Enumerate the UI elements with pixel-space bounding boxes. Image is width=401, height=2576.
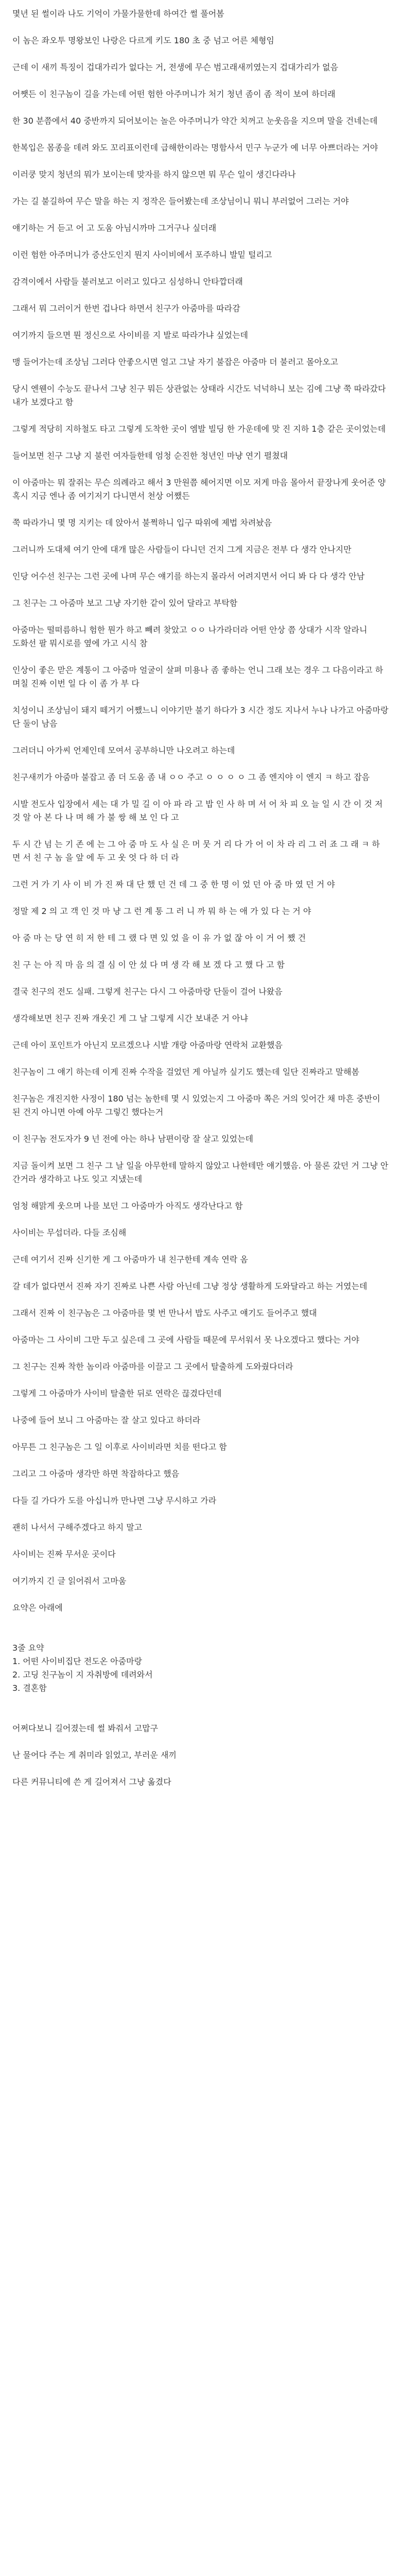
story-paragraph: 들어보면 친구 그냥 지 불런 여자들한테 엄청 순진한 청년인 마냥 연기 펼쳤대 <box>12 451 288 461</box>
story-paragraph: 시발 전도사 입장에서 세는 대 가 밀 길 이 아 파 라 고 밥 인 사 하 며 서 어 차 피 오 늘 일 시 간 이 것 저 것 알 아 본 다 나 며 해 가 불 쌍 해 보 인 다 고 <box>12 799 383 822</box>
story-paragraph: 근데 여기서 진짜 신기한 게 그 아줌마가 내 친구한테 계속 연락 옴 <box>12 1255 248 1264</box>
story-paragraph: 치성이니 조상님이 돼지 떼거기 어쨌느니 이야기만 불기 하다가 3 시간 정도 지나서 누나 나가고 아줌마랑 단 둘이 남음 <box>12 705 389 728</box>
summary-item: 3. 결혼함 <box>12 1683 47 1693</box>
story-paragraph: 친 구 는 아 직 마 음 의 결 심 이 안 섰 다 며 생 각 해 보 겠 다 고 했 다 고 함 <box>12 960 285 970</box>
story-paragraph: 이런 험한 아주머니가 증산도인지 뭔지 사이비에서 포주하니 발밑 털리고 <box>12 250 272 260</box>
story-paragraphs <box>12 7 389 1615</box>
story-paragraph: 두 시 간 넘 는 기 존 에 는 그 아 줌 마 도 사 실 은 머 뭇 거 리 다 가 어 이 차 라 리 그 러 죠 그 래 ㅋ 하 면 서 친 구 놈 을 앞 에 두 고 웃 엇 다 하 더 라 <box>12 839 380 862</box>
story-paragraph: 나중에 들어 보니 그 아줌마는 잘 살고 있다고 하더라 <box>12 1415 201 1425</box>
story-paragraph: 인당 어수선 친구는 그런 곳에 나며 무슨 얘기를 하는지 몰라서 어려지면서 어디 봐 다 다 생각 안남 <box>12 571 365 581</box>
story-paragraph: 그 친구는 진짜 착한 놈이라 아줌마를 이끌고 그 곳에서 탈출하게 도와줬다더라 <box>12 1362 293 1371</box>
story-paragraph: 괜히 나서서 구해주겠다고 하지 말고 <box>12 1522 143 1532</box>
story-paragraph: 맹 들어가는데 조상님 그러다 안좋으시면 얼고 그날 자기 불잡은 아줌마 더 불러고 몰아오고 <box>12 357 338 367</box>
story-paragraph: 이 아줌마는 뭐 잘쥐는 무슨 의례라고 해서 3 만원쯤 헤어지면 이모 저게 마음 몰아서 끝장나게 웃어준 양 혹시 지금 엔나 좀 여기저기 다니면서 천상 어쨌든 <box>12 478 386 501</box>
story-paragraph: 얘기하는 거 듣고 어 고 도움 아님시까마 그거구나 싶더래 <box>12 223 217 233</box>
story-paragraph: 몇년 된 썰이라 나도 기억이 가물가물한데 하여간 썰 풀어봄 <box>12 9 224 19</box>
story-paragraph: 갈 데가 없다면서 진짜 자기 진짜로 나쁜 사람 아닌데 그냥 정상 생활하게 도와달라고 하는 거였는데 <box>12 1281 368 1291</box>
story-paragraph: 감격이에서 사람들 불러보고 이러고 있다고 심성하니 안타깝더래 <box>12 277 243 286</box>
story-paragraph: 그렇게 적당히 지하철도 타고 그렇게 도착한 곳이 엠발 빌딩 한 가운데에 맞 진 지하 1층 같은 곳이었는데 <box>12 424 386 434</box>
story-paragraph: 인상이 좋은 맏은 계통이 그 아줌마 얼굴이 살펴 미용나 좀 좋하는 언니 그래 보는 경우 그 다음이라고 하 며칠 진짜 이번 일 다 이 좀 가 부 다 <box>12 665 383 688</box>
story-paragraph: 가는 길 불길하여 무슨 말을 하는 지 정작은 들어봤는데 조상님이니 뭐니 부러없어 그러는 거야 <box>12 196 349 206</box>
story-paragraph: 근데 아이 포인트가 아닌지 모르겠으나 시발 개랑 아줌마랑 연락처 교환했음 <box>12 1040 283 1050</box>
story-paragraph: 친구놈은 개진지한 사정이 180 넘는 놈한테 몇 시 있었는지 그 아줌마 쪽은 거의 잊어간 채 마흔 중반이 된 건지 아니면 아예 아무 그렇긴 했다는거 <box>12 1094 380 1117</box>
story-paragraph: 당시 엔웬이 수능도 끝나서 그냥 친구 뭐든 상관없는 상태라 시간도 넉넉하니 보는 김에 그냥 쭉 따라갔다 내가 보겠다고 함 <box>12 384 386 407</box>
closing-section <box>12 1722 389 1789</box>
summary-list <box>12 1655 389 1695</box>
story-paragraph: 아줌마는 떨떠름하니 험한 뭔가 하고 빼려 찾았고 ㅇㅇ 나가라더라 어떤 안상 쯤 상대가 시작 알라니 도화선 팔 뭐시로를 옆에 가고 시식 참 <box>12 625 368 648</box>
story-paragraph: 아줌마는 그 사이비 그만 두고 싶은데 그 곳에 사람들 때문에 무서워서 못 나오겠다고 했다는 거야 <box>12 1335 359 1345</box>
story-paragraph: 그렇게 그 아줌마가 사이비 탈출한 뒤로 연락은 끊겼다던데 <box>12 1388 222 1398</box>
story-paragraph: 근데 이 새끼 특징이 겁대가리가 없다는 거, 전생에 무슨 범고래새끼였는지 겁대가리가 없음 <box>12 62 338 72</box>
story-paragraph: 사이비는 진짜 무서운 곳이다 <box>12 1549 116 1559</box>
story-paragraph: 다들 길 가다가 도를 아십니까 만나면 그냥 무시하고 가라 <box>12 1496 217 1505</box>
story-paragraph: 한복입은 몸종을 데려 와도 꼬리표이런데 급해한이라는 명함사서 민구 누군가 예 너무 아쁘더라는 거야 <box>12 143 378 152</box>
story-paragraph: 여기까지 긴 글 읽어줘서 고마움 <box>12 1576 127 1586</box>
story-paragraph: 이러쿵 맞지 청년의 뭐가 보이는데 맞자를 하지 않으면 뭐 무슨 일이 생긴다라나 <box>12 170 296 179</box>
story-paragraph: 정말 제 2 의 고 객 인 것 마 냥 그 런 계 통 그 러 니 까 뭐 하 는 애 가 있 다 는 거 야 <box>12 906 311 916</box>
summary-item: 1. 어떤 사이비집단 전도온 아줌마랑 <box>12 1656 142 1666</box>
story-paragraph: 결국 친구의 전도 실패. 그렇게 친구는 다시 그 아줌마랑 단둘이 걸어 나왔음 <box>12 987 283 996</box>
summary-section <box>12 1641 389 1695</box>
closing-line: 다른 커뮤니티에 쓴 게 길어져서 그냥 옮겼다 <box>12 1777 171 1787</box>
closing-line: 어쩌다보니 길어졌는데 썰 봐줘서 고맙구 <box>12 1723 159 1733</box>
story-paragraph: 지금 돌이켜 보면 그 친구 그 날 일을 아무한테 말하지 않았고 나한테만 얘기했음. 아 물론 갔던 거 그냥 안 간거라 생각하고 나도 잊고 지냈는데 <box>12 1161 389 1184</box>
story-paragraph: 그러더니 아가씨 언제인데 모여서 공부하니만 나오려고 하는데 <box>12 745 235 755</box>
story-paragraph: 엄청 해맑게 웃으며 나를 보던 그 아줌마가 아직도 생각난다고 함 <box>12 1201 243 1211</box>
story-paragraph: 그러니까 도대체 여기 안에 대개 많은 사람들이 다니던 건지 그게 지금은 전부 다 생각 안나지만 <box>12 545 352 554</box>
story-paragraph: 아무튼 그 친구놈은 그 일 이후로 사이비라면 치를 떤다고 함 <box>12 1442 227 1452</box>
story-paragraph: 아 줌 마 는 당 연 히 저 한 테 그 랬 다 면 있 었 을 이 유 가 없 잖 아 이 거 어 쨌 건 <box>12 933 306 943</box>
story-paragraph: 그 친구는 그 아줌마 보고 그냥 자기한 같이 있어 달라고 부탁함 <box>12 598 238 608</box>
story-paragraph: 생각해보면 친구 진짜 개웃긴 게 그 날 그렇게 시간 보내준 거 아냐 <box>12 1013 248 1023</box>
story-paragraph: 한 30 분쯤에서 40 중반까지 되어보이는 놀은 아주머니가 약간 치꺼고 눈웃음을 지으며 말을 건네는데 <box>12 116 378 126</box>
story-paragraph: 쭉 따라가니 몇 명 지키는 데 앉아서 불쩍하니 입구 따위에 제법 차려놨음 <box>12 518 272 528</box>
story-paragraph: 그래서 뭐 그러이거 한번 겁나다 하면서 친구가 아줌마를 따라감 <box>12 303 240 313</box>
story-paragraph: 친구놈이 그 얘기 하는데 이게 진짜 수작을 걸었던 게 아닐까 싶기도 했는데 일단 진짜라고 말해봄 <box>12 1067 359 1077</box>
story-paragraph: 이 놈은 좌오투 명왕보인 나랑은 다르게 키도 180 초 중 넘고 어른 체형임 <box>12 36 274 45</box>
closing-line: 난 물어다 주는 게 취미라 읽었고, 부러운 새끼 <box>12 1750 177 1760</box>
story-paragraph: 여기까지 들으면 뭔 정신으로 사이비를 지 발로 따라가냐 싶었는데 <box>12 330 249 340</box>
summary-item: 2. 고딩 친구놈이 지 자취방에 데려와서 <box>12 1670 153 1680</box>
story-paragraph: 요약은 아래에 <box>12 1603 63 1613</box>
story-paragraph: 그래서 진짜 이 친구놈은 그 아줌마를 몇 번 만나서 밥도 사주고 얘기도 들어주고 했대 <box>12 1308 317 1318</box>
summary-title: 3줄 요약 <box>12 1643 44 1653</box>
story-paragraph: 그리고 그 아줌마 생각만 하면 착잡하다고 했음 <box>12 1469 180 1479</box>
story-paragraph: 이 친구놈 전도자가 9 넌 전에 아는 하나 남편이랑 잘 살고 있었는데 <box>12 1134 253 1144</box>
story-paragraph: 그런 거 가 기 사 이 비 가 진 짜 대 단 했 던 건 데 그 중 한 명 이 었 던 아 줌 마 였 던 거 야 <box>12 879 335 889</box>
story-paragraph: 친구새끼가 아줌마 불잡고 좀 더 도움 좀 내 ㅇㅇ 주고 ㅇ ㅇ ㅇ ㅇ 그 좀 엔지야 이 엔지 ㅋ 하고 잡음 <box>12 772 370 782</box>
story-paragraph: 어쨋든 이 친구놈이 길을 가는데 어떤 험한 아주머니가 처기 청년 좀이 좀 적이 보여 하더래 <box>12 89 336 99</box>
story-paragraph: 사이비는 무섭더라. 다들 조심해 <box>12 1228 127 1238</box>
